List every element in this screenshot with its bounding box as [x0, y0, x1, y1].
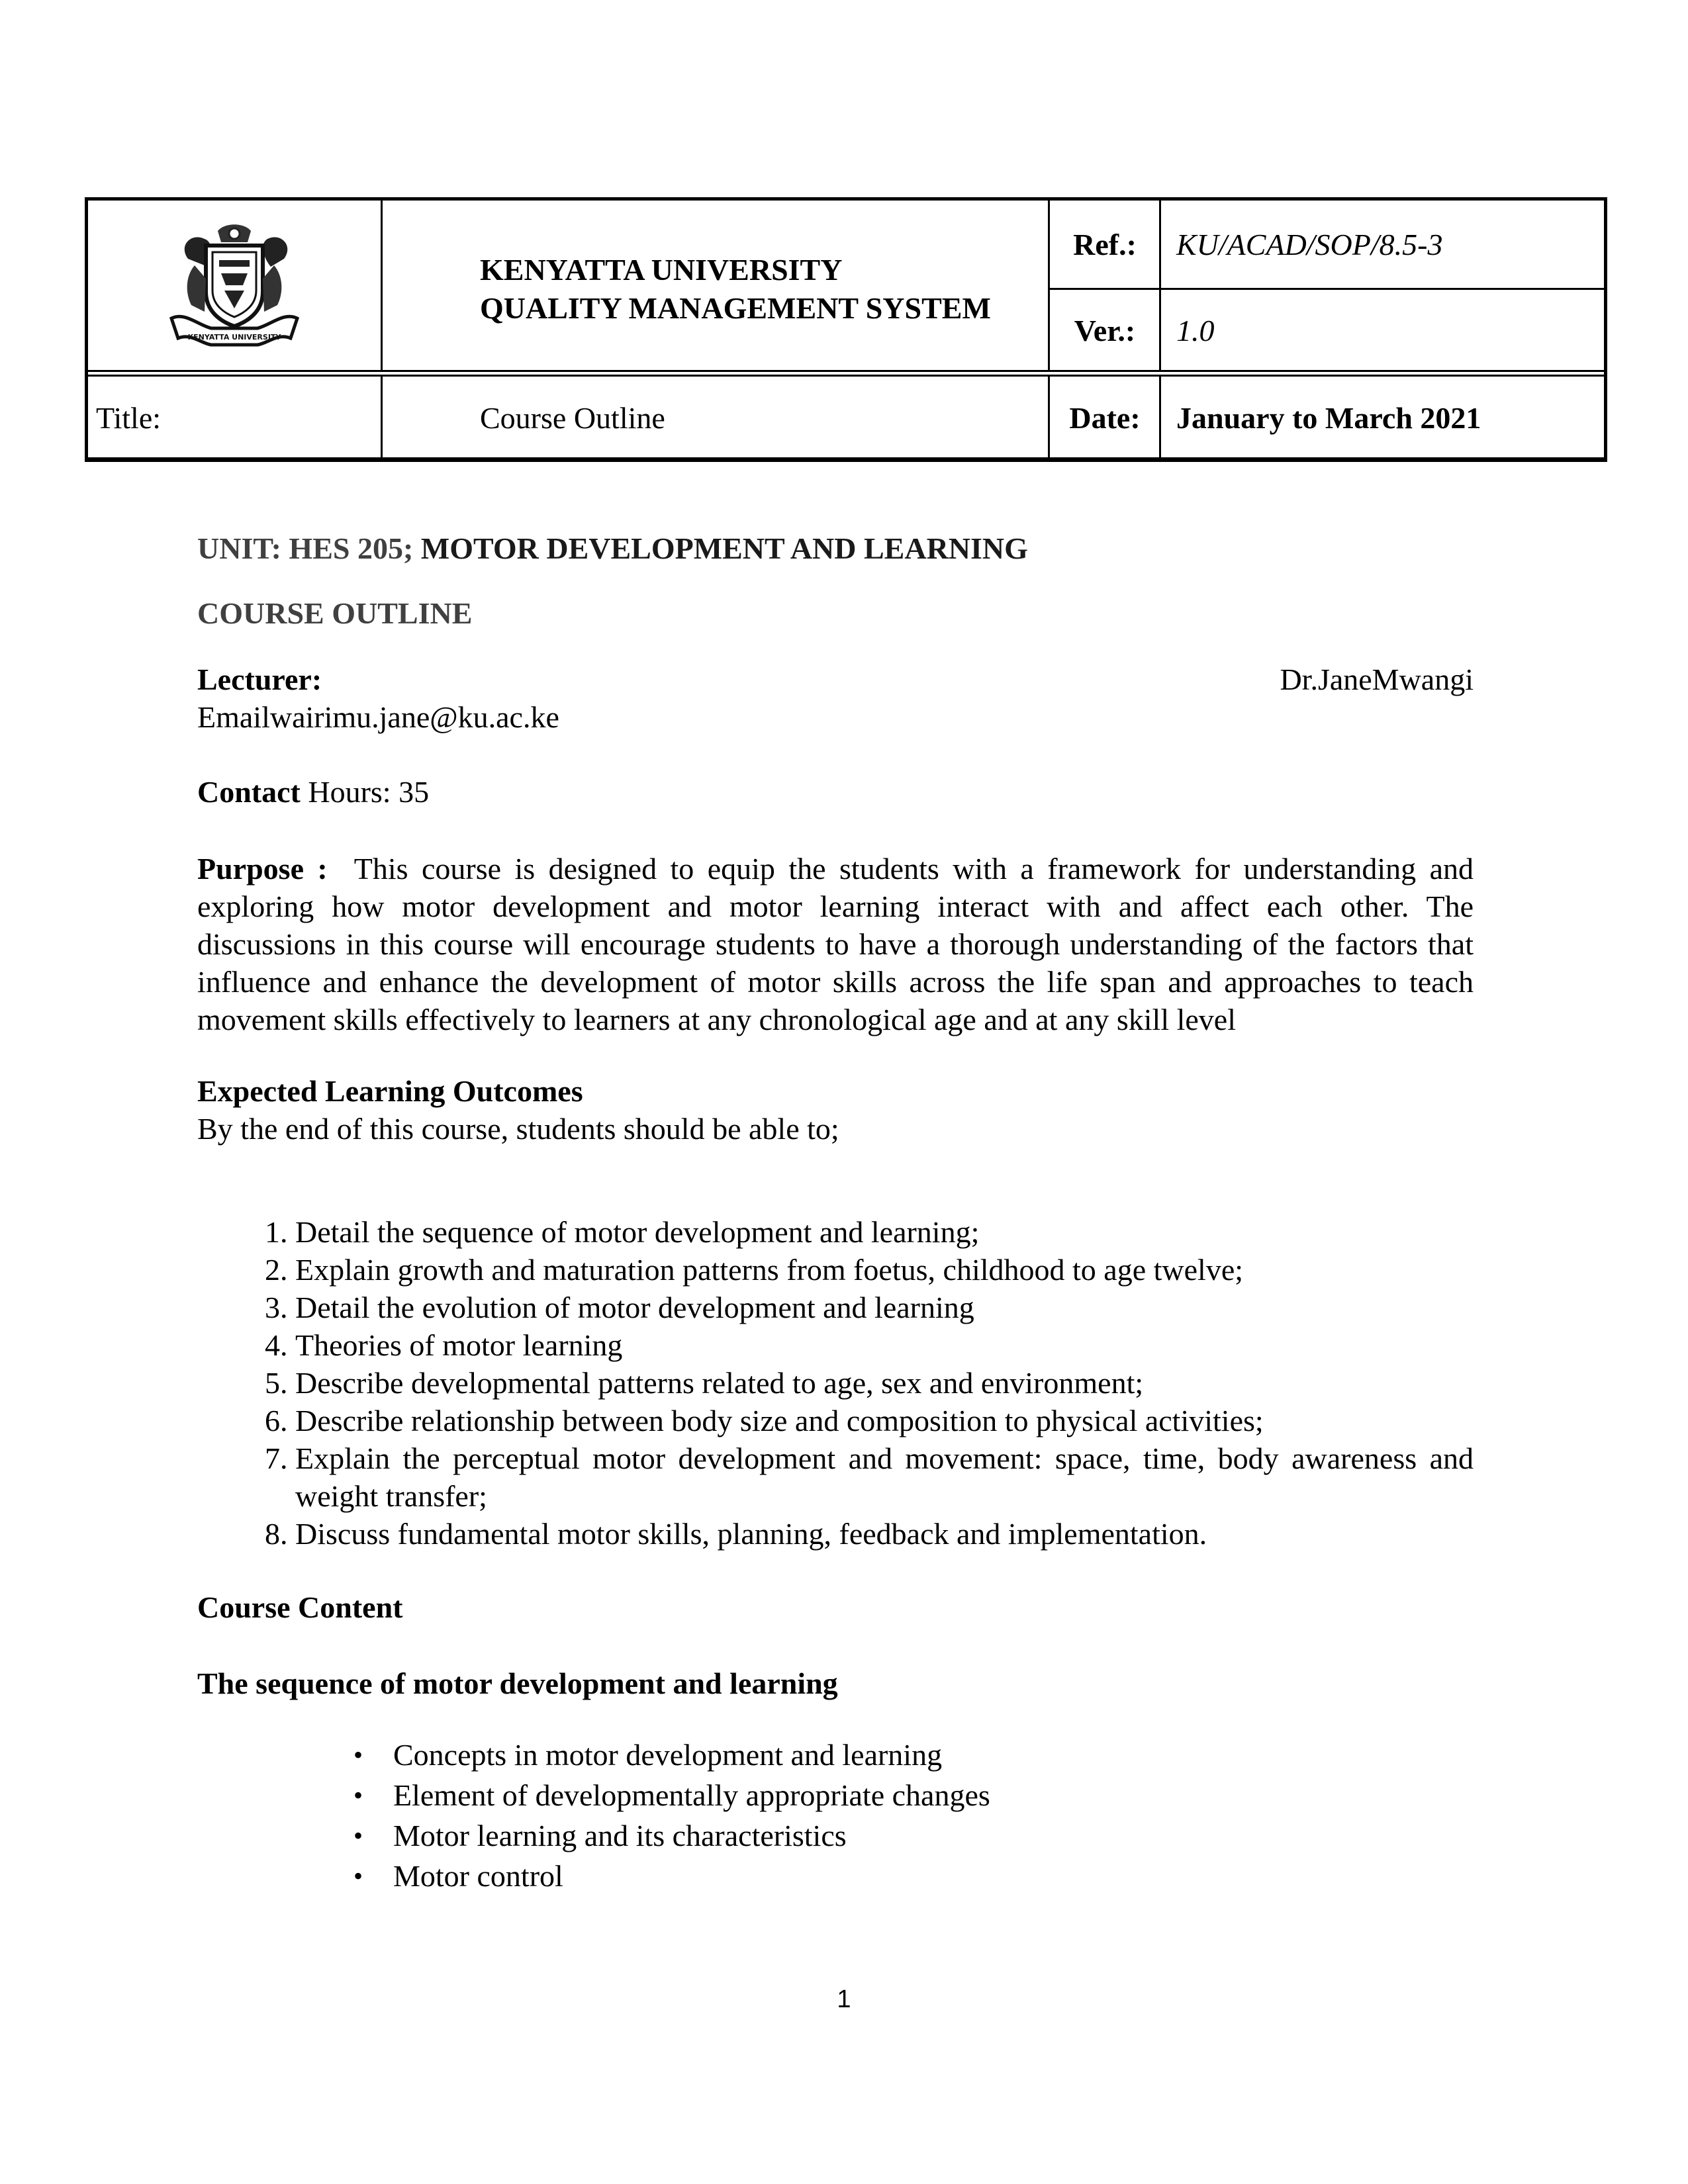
logo-cell: [88, 201, 381, 370]
contact-label: Contact: [197, 775, 301, 809]
ref-label: Ref.:: [1073, 227, 1137, 261]
header-divider: [1159, 377, 1161, 459]
outcomes-heading: Expected Learning Outcomes: [197, 1074, 583, 1108]
date-label: Date:: [1069, 400, 1141, 435]
list-item: [353, 1735, 990, 1775]
contact-hours-value: Hours: 35: [308, 775, 430, 809]
svg-text:KENYATTA UNIVERSITY: KENYATTA UNIVERSITY: [187, 333, 281, 341]
university-crest-icon: [158, 219, 310, 351]
bullet-icon: •: [353, 1861, 363, 1891]
list-item: 2. Explain growth and maturation patterns from foetus, childhood to age twelve;: [295, 1251, 1474, 1289]
list-item: 5. Describe developmental patterns related to age, sex and environment;: [295, 1364, 1474, 1402]
institution-name-cell: [383, 201, 1048, 370]
content-list: [351, 1735, 990, 1896]
unit-heading: [197, 531, 1028, 566]
unit-name: MOTOR DEVELOPMENT AND LEARNING: [420, 531, 1028, 565]
version-value: 1.0: [1176, 313, 1215, 347]
contact-hours: [197, 773, 1474, 811]
header-divider: [1159, 201, 1161, 370]
lecturer-label: Lecturer:: [197, 662, 322, 696]
list-item-text: Concepts in motor development and learning: [393, 1738, 943, 1772]
outcomes-list: [197, 1213, 1474, 1553]
section-heading: The sequence of motor development and learning: [197, 1666, 838, 1700]
list-item-text: Motor control: [393, 1859, 563, 1893]
header-divider: [381, 377, 383, 459]
purpose-text: This course is designed to equip the students with a framework for understanding and exploring how motor development and motor learning interact with and affect each other. The discussions in this course will encourage students to have a thorough understanding of the factors that influence and enhance the development of motor skills across the life span and approaches to teach movement skills effectively to learners at any chronological age and at any skill level: [197, 852, 1474, 1036]
course-outline-heading: COURSE OUTLINE: [197, 596, 473, 630]
lecturer-name: Dr.JaneMwangi: [1280, 662, 1474, 696]
version-label: Ver.:: [1074, 313, 1136, 347]
title-value: Course Outline: [480, 400, 665, 435]
lecturer-block: [197, 660, 1474, 736]
course-content-heading: Course Content: [197, 1590, 403, 1624]
list-item: 3. Detail the evolution of motor development and learning: [295, 1289, 1474, 1326]
list-item: 6. Describe relationship between body size and composition to physical activities;: [295, 1402, 1474, 1439]
list-item: [353, 1815, 990, 1856]
list-item: 8. Discuss fundamental motor skills, planning, feedback and implementation.: [295, 1515, 1474, 1553]
outcomes-block: [197, 1072, 1474, 1148]
header-divider: [1048, 377, 1050, 459]
page-number: 1: [837, 1985, 851, 2013]
unit-code: UNIT: HES 205;: [197, 531, 414, 565]
document-header-table: [85, 197, 1607, 462]
list-item: [353, 1856, 990, 1896]
title-label: Title:: [96, 400, 162, 435]
outcomes-intro: By the end of this course, students should be able to;: [197, 1112, 839, 1146]
list-item: 7. Explain the perceptual motor development and movement: space, time, body awareness and weight transfer;: [295, 1439, 1474, 1515]
header-divider: [1048, 201, 1050, 370]
header-divider: [381, 201, 383, 370]
list-item: 1. Detail the sequence of motor development and learning;: [295, 1213, 1474, 1251]
purpose-paragraph: [197, 850, 1474, 1038]
purpose-label: Purpose :: [197, 852, 328, 886]
list-item-text: Motor learning and its characteristics: [393, 1819, 847, 1852]
ref-value: KU/ACAD/SOP/8.5-3: [1176, 227, 1443, 261]
bullet-icon: •: [353, 1780, 363, 1810]
date-value: January to March 2021: [1176, 400, 1481, 435]
institution-name: KENYATTA UNIVERSITY: [480, 253, 843, 287]
header-divider: [1048, 288, 1605, 290]
bullet-icon: •: [353, 1740, 363, 1770]
header-divider: [88, 370, 1604, 377]
bullet-icon: •: [353, 1821, 363, 1850]
list-item-text: Element of developmentally appropriate changes: [393, 1778, 990, 1812]
system-name: QUALITY MANAGEMENT SYSTEM: [480, 291, 991, 325]
list-item: [353, 1775, 990, 1815]
lecturer-email: Emailwairimu.jane@ku.ac.ke: [197, 700, 559, 734]
list-item: 4. Theories of motor learning: [295, 1326, 1474, 1364]
